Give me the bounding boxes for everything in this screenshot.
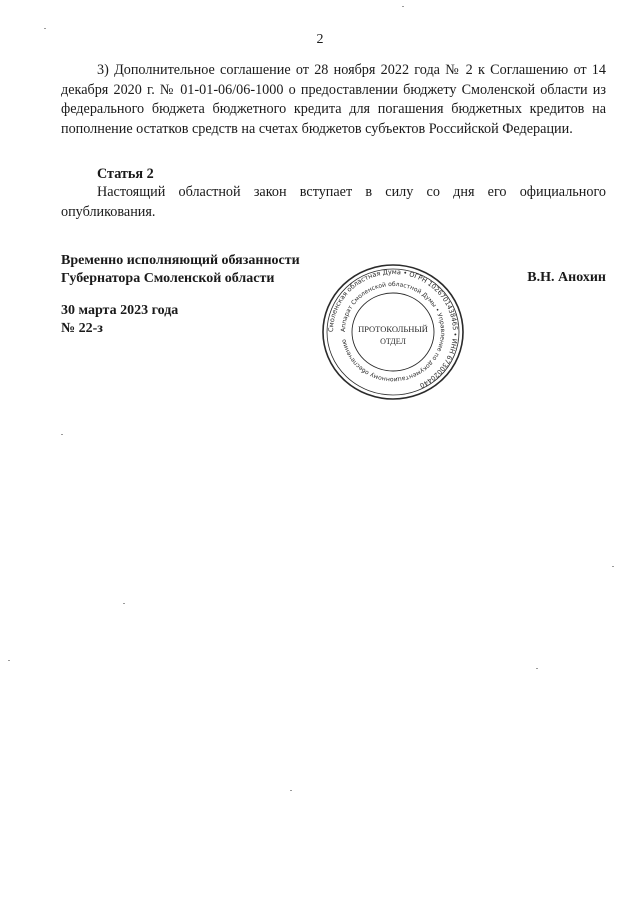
signatory-title-line-1: Временно исполняющий обязанности (61, 253, 300, 268)
official-stamp (316, 262, 470, 402)
scan-speck (612, 566, 614, 567)
scan-speck (402, 6, 404, 7)
paragraph-entry-into-force: Настоящий областной закон вступает в силу со дня его официального опубликования. (61, 184, 606, 220)
law-number: № 22-з (61, 321, 103, 336)
page-number: 2 (316, 32, 324, 47)
adoption-date: 30 марта 2023 года (61, 303, 179, 318)
scan-speck (8, 660, 10, 661)
article-heading: Статья 2 (97, 166, 154, 182)
scan-speck (61, 434, 63, 435)
scan-speck (123, 603, 125, 604)
signatory-title (61, 252, 300, 288)
paragraph-item-3: 3) Дополнительное соглашение от 28 ноября 2022 года № 2 к Соглашению от 14 декабря 2020 г. № 01-01-06/06-1000 о предоставлении бюджету Смоленской области из федерального бюджета бюджетного кредита для погашения бюджетных кредитов на пополнение остатков средств на счетах бюджетов субъектов Российской Федерации. (61, 62, 606, 137)
stamp-center-line-1: ПРОТОКОЛЬНЫЙ (358, 324, 428, 334)
stamp-inner-text: Аппарат Смоленской областной Думы • Управление по документационному обеспечению (339, 280, 447, 384)
stamp-center-line-2: ОТДЕЛ (380, 337, 406, 346)
signatory-title-line-2: Губернатора Смоленской области (61, 271, 275, 286)
signatory-name: В.Н. Анохин (527, 270, 606, 285)
scan-speck (290, 790, 292, 791)
scan-speck (44, 28, 46, 29)
scan-speck (536, 668, 538, 669)
stamp-outer-text: Смоленская областная Дума • ОГРН 1026701438465 • ИНН 6730020440 (326, 267, 460, 390)
adoption-details (61, 302, 178, 338)
